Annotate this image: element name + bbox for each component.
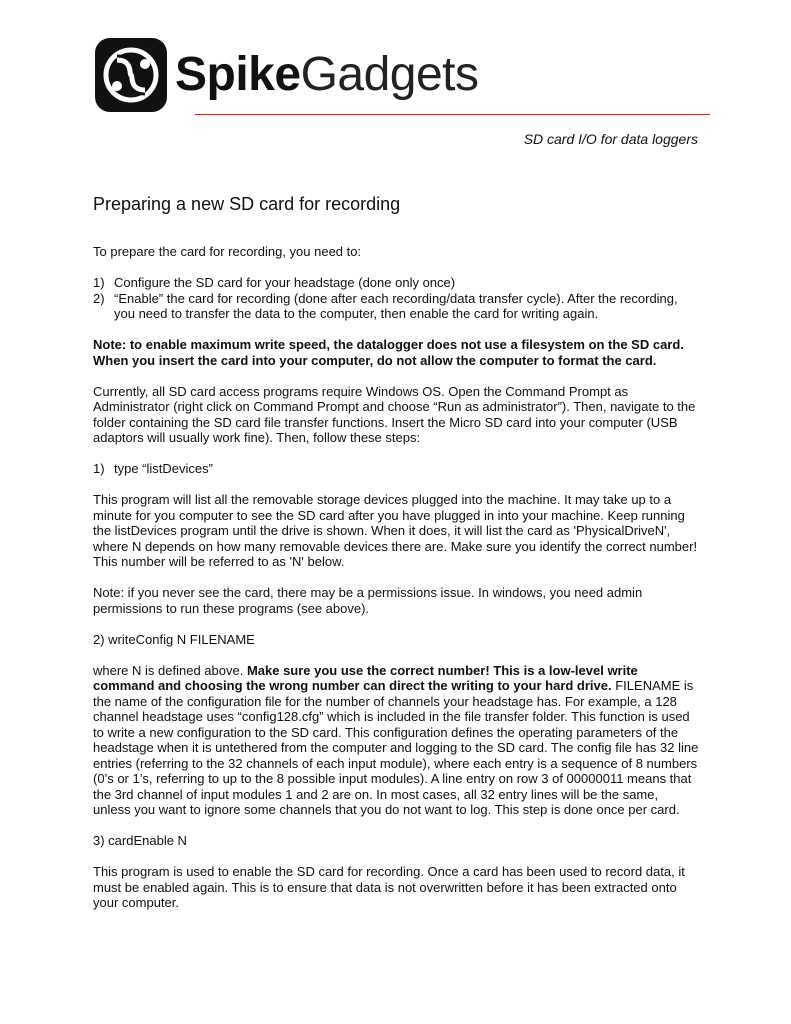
step-1-list: [93, 461, 699, 477]
write-config-details: FILENAME is the name of the configuration file for the number of channels your headstage has. For example, a 128 channel headstage uses “config128.cfg” which is included in the file transfer folder. This function is used to write a new configuration to the SD card. This configuration defines the operating parameters of the headstage when it is untethered from the computer and logging to the SD card. The config file has 32 line entries (referring to the 32 channels of each input module), where each entry is a sequence of 8 numbers (0’s or 1’s, referring to up to the 8 possible input modules). A line entry on row 3 of 00000011 means that the 3rd channel of input modules 1 and 2 are on. In most cases, all 32 entry lines will be the same, unless you want to ignore some channels that you do not want to log. This step is done once per card.: [93, 678, 699, 817]
format-warning-text: Note: to enable maximum write speed, the datalogger does not use a filesystem on the SD card. When you insert the card into your computer, do not allow the computer to format the card.: [93, 337, 684, 368]
logo-wordmark-light: Gadgets: [300, 48, 479, 101]
permissions-note: Note: if you never see the card, there may be a permissions issue. In windows, you need admin permissions to run these programs (see above).: [93, 585, 643, 616]
list-item-text: type “listDevices”: [114, 461, 213, 476]
document-body: [93, 244, 699, 926]
logo-wordmark-bold: Spike: [175, 48, 301, 101]
step-3-heading: 3) cardEnable N: [93, 833, 187, 848]
step-2-heading: 2) writeConfig N FILENAME: [93, 631, 255, 647]
spikegadgets-logo: [95, 37, 479, 113]
list-item: [93, 275, 699, 291]
header-rule: [195, 114, 710, 115]
intro-paragraph: To prepare the card for recording, you need to:: [93, 244, 362, 259]
list-item: [93, 291, 699, 322]
document-subtitle: SD card I/O for data loggers: [523, 131, 698, 147]
prep-steps-list: [93, 275, 699, 322]
list-item-number: 1): [93, 275, 105, 290]
list-item-number: 1): [93, 461, 105, 476]
section-heading: Preparing a new SD card for recording: [93, 194, 401, 214]
list-item-number: 2): [93, 290, 105, 306]
spikegadgets-logo-icon: [95, 38, 167, 112]
write-config-paragraph: [93, 663, 699, 818]
list-item-text: Configure the SD card for your headstage (done only once): [114, 275, 456, 290]
write-config-prefix: where N is defined above.: [93, 662, 247, 678]
card-enable-paragraph: This program is used to enable the SD card for recording. Once a card has been used to record data, it must be enabled again. This is to ensure that data is not overwritten before it has been extracted onto your computer.: [93, 864, 685, 910]
windows-instructions-paragraph: Currently, all SD card access programs require Windows OS. Open the Command Prompt as Administrator (right click on Command Prompt and choose “Run as administrator”). Then, navigate to the folder containing the SD card file transfer functions. Insert the Micro SD card into your computer (USB adaptors will usually work fine). Then, follow these steps:: [93, 383, 696, 445]
list-item: [93, 461, 699, 477]
list-devices-paragraph: This program will list all the removable storage devices plugged into the machine. It may take up to a minute for you computer to see the SD card after you have plugged in into your machine. Keep running the listDevices program until the drive is shown. When it does, it will list the card as 'PhysicalDriveN', where N depends on how many removable devices there are. Make sure you identify the correct number! This number will be referred to as 'N' below.: [93, 492, 698, 569]
list-item-text: “Enable” the card for recording (done after each recording/data transfer cycle). After the recording, you need to transfer the data to the computer, then enable the card for writing again.: [114, 290, 678, 321]
logo-wordmark: [175, 48, 479, 101]
format-warning: [93, 337, 699, 368]
write-config-warning: Make sure you use the correct number! This is a low-level write command and choosing the wrong number can direct the writing to your hard drive.: [93, 662, 638, 693]
